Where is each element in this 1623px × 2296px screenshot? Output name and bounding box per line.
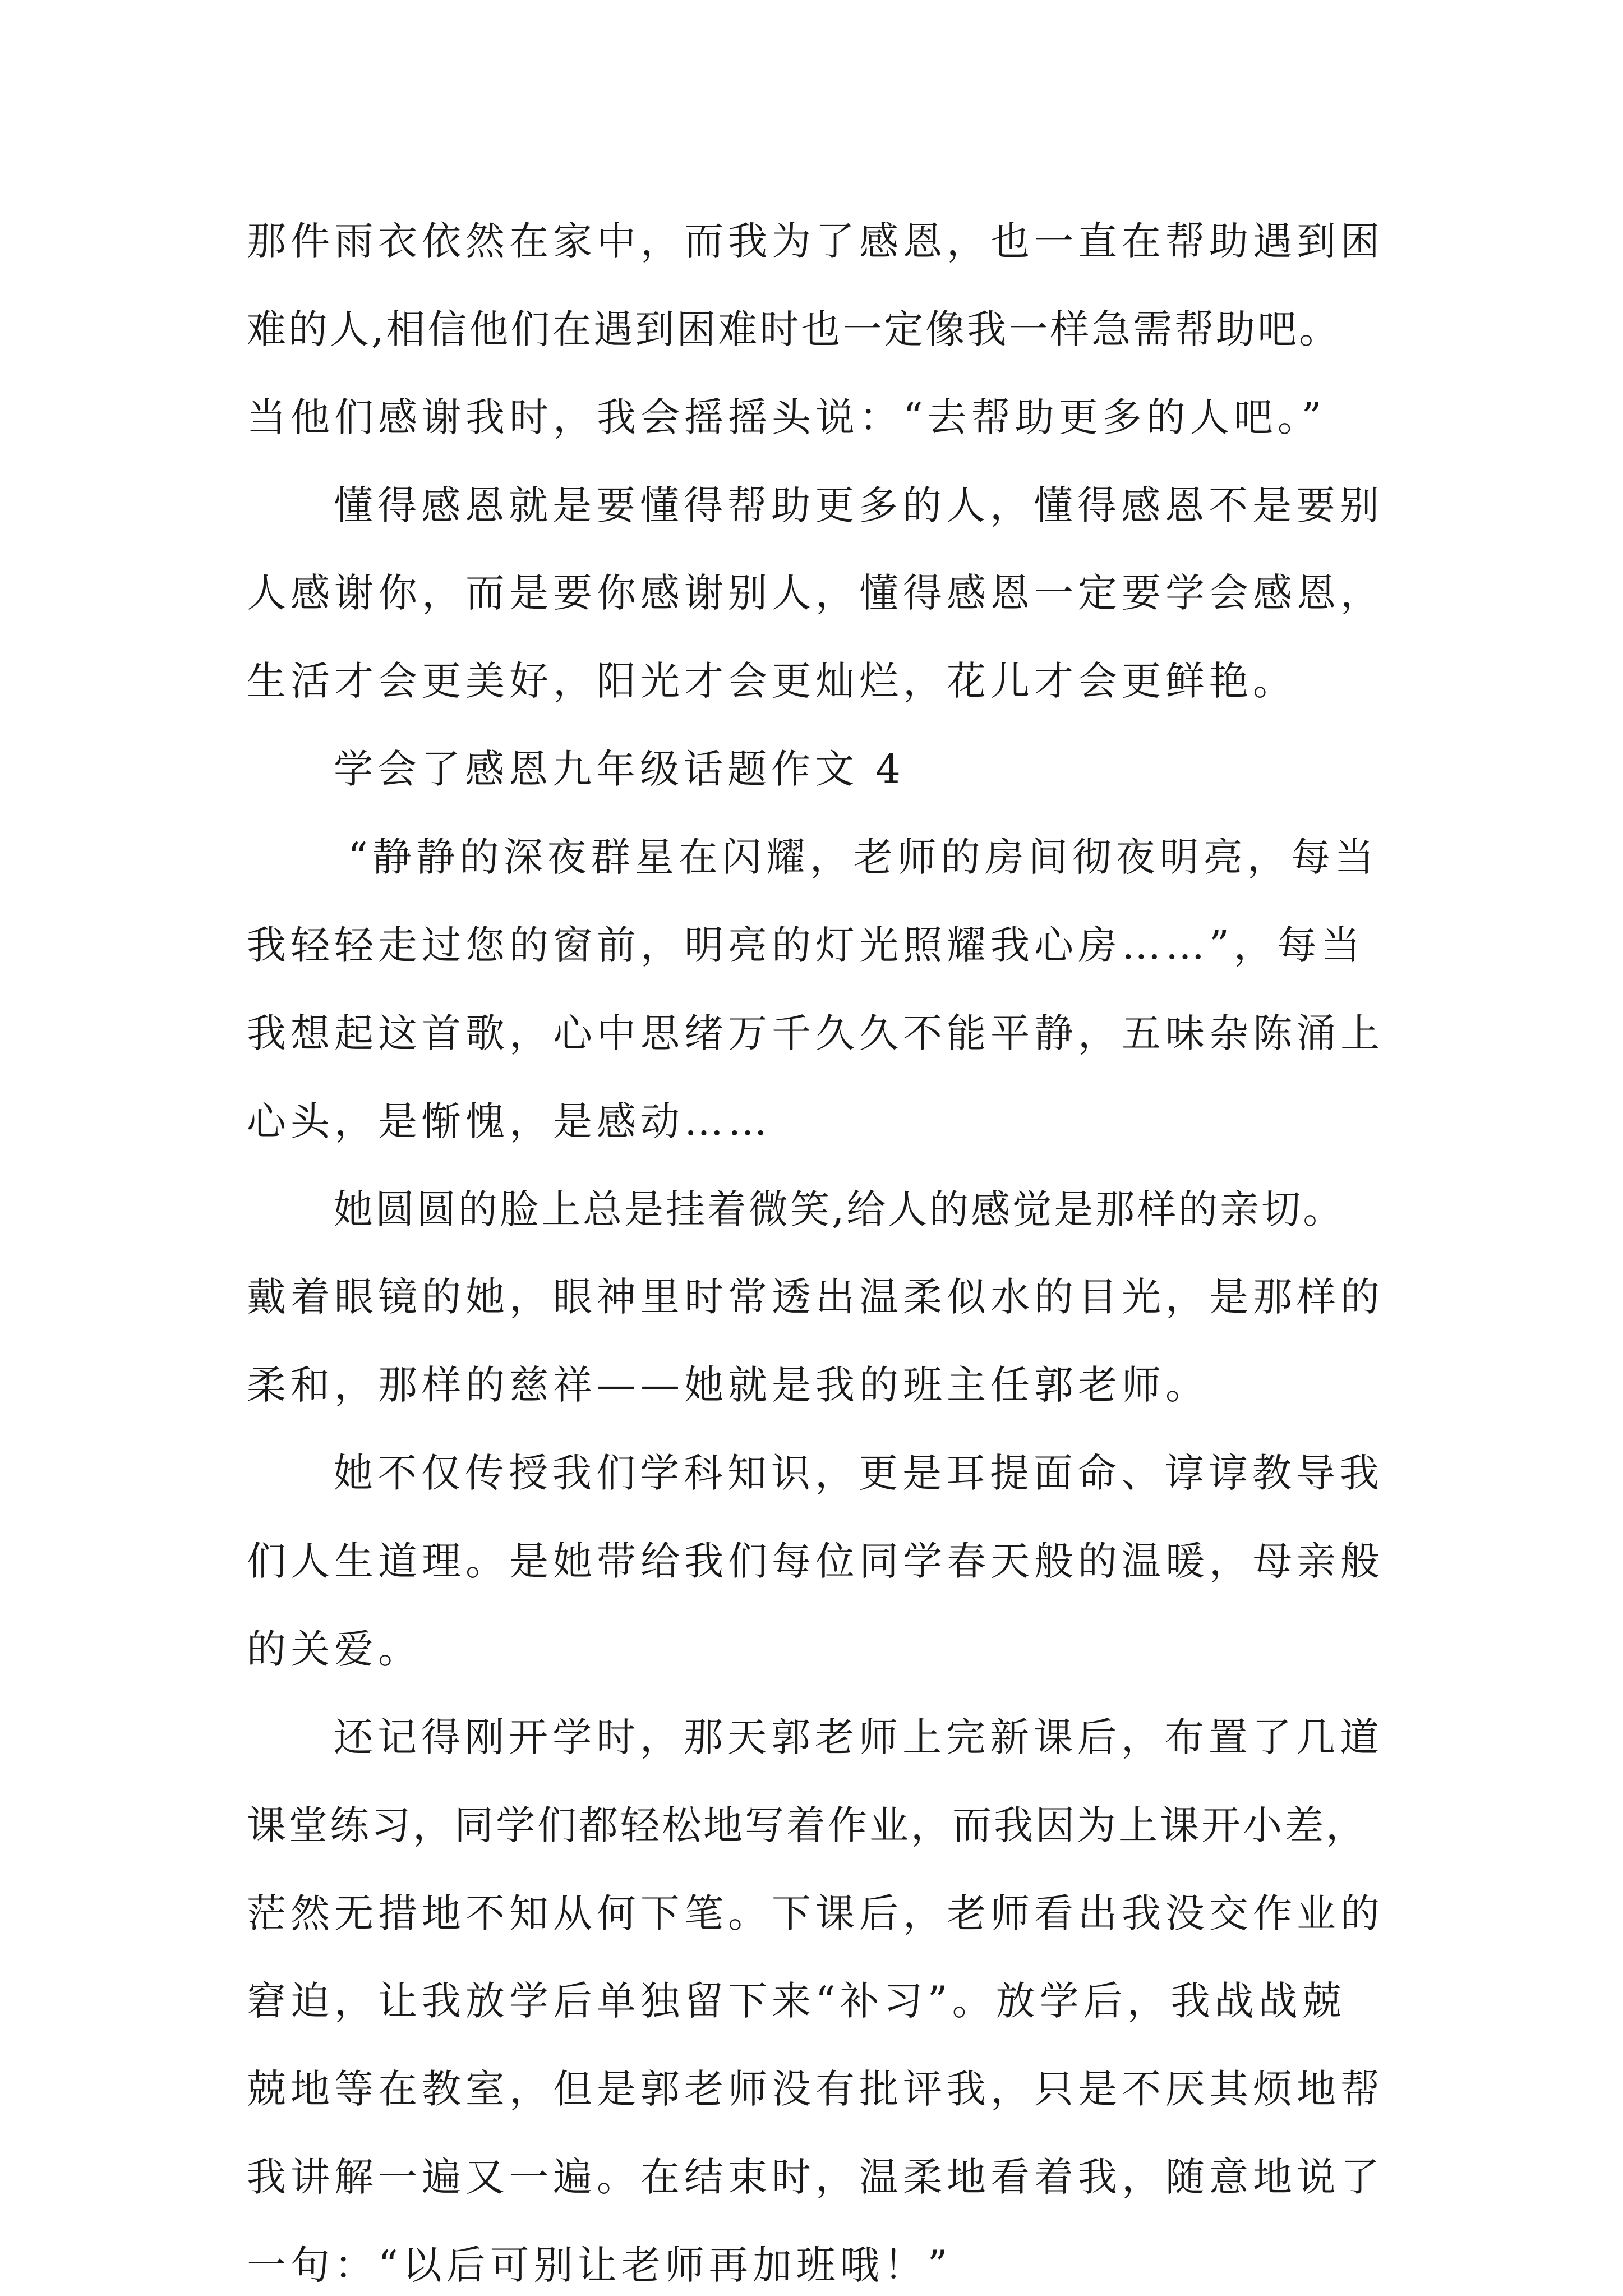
paragraph-first-line: 她圆圆的脸上总是挂着微笑,给人的感觉是那样的亲切。 xyxy=(334,1186,1345,1232)
paragraph-first-line: “静静的深夜群星在闪耀，老师的房间彻夜明亮，每当 xyxy=(348,834,1378,880)
text-line: 窘迫，让我放学后单独留下来“补习”。放学后，我战战兢 xyxy=(247,1978,1346,2024)
text-line: 人感谢你，而是要你感谢别人，懂得感恩一定要学会感恩， xyxy=(247,570,1384,616)
text-line: 当他们感谢我时，我会摇摇头说：“去帮助更多的人吧。” xyxy=(247,394,1326,440)
text-line: 我轻轻走过您的窗前，明亮的灯光照耀我心房……”，每当 xyxy=(247,922,1365,968)
section-heading: 学会了感恩九年级话题作文 4 xyxy=(334,746,905,792)
paragraph-first-line: 还记得刚开学时，那天郭老师上完新课后，布置了几道 xyxy=(334,1714,1384,1760)
text-line: 的关爱。 xyxy=(247,1626,422,1672)
text-line: 那件雨衣依然在家中，而我为了感恩，也一直在帮助遇到困 xyxy=(247,218,1384,264)
text-line: 难的人,相信他们在遇到困难时也一定像我一样急需帮助吧。 xyxy=(247,306,1341,352)
paragraph-first-line: 懂得感恩就是要懂得帮助更多的人，懂得感恩不是要别 xyxy=(334,482,1384,528)
text-line: 我想起这首歌，心中思绪万千久久不能平静，五味杂陈涌上 xyxy=(247,1010,1384,1056)
text-line: 一句：“以后可别让老师再加班哦！” xyxy=(247,2242,952,2288)
text-line: 茫然无措地不知从何下笔。下课后，老师看出我没交作业的 xyxy=(247,1890,1384,1936)
text-line: 心头，是惭愧，是感动…… xyxy=(247,1098,772,1144)
text-line: 课堂练习，同学们都轻松地写着作业，而我因为上课开小差， xyxy=(247,1802,1367,1848)
text-line: 兢地等在教室，但是郭老师没有批评我，只是不厌其烦地帮 xyxy=(247,2066,1384,2112)
text-line: 们人生道理。是她带给我们每位同学春天般的温暖，母亲般 xyxy=(247,1538,1384,1584)
paragraph-first-line: 她不仅传授我们学科知识，更是耳提面命、谆谆教导我 xyxy=(334,1450,1384,1496)
text-line: 生活才会更美好，阳光才会更灿烂，花儿才会更鲜艳。 xyxy=(247,658,1297,704)
text-line: 我讲解一遍又一遍。在结束时，温柔地看着我，随意地说了 xyxy=(247,2154,1384,2200)
text-line: 柔和，那样的慈祥——她就是我的班主任郭老师。 xyxy=(247,1362,1209,1408)
text-line: 戴着眼镜的她，眼神里时常透出温柔似水的目光，是那样的 xyxy=(247,1274,1384,1320)
